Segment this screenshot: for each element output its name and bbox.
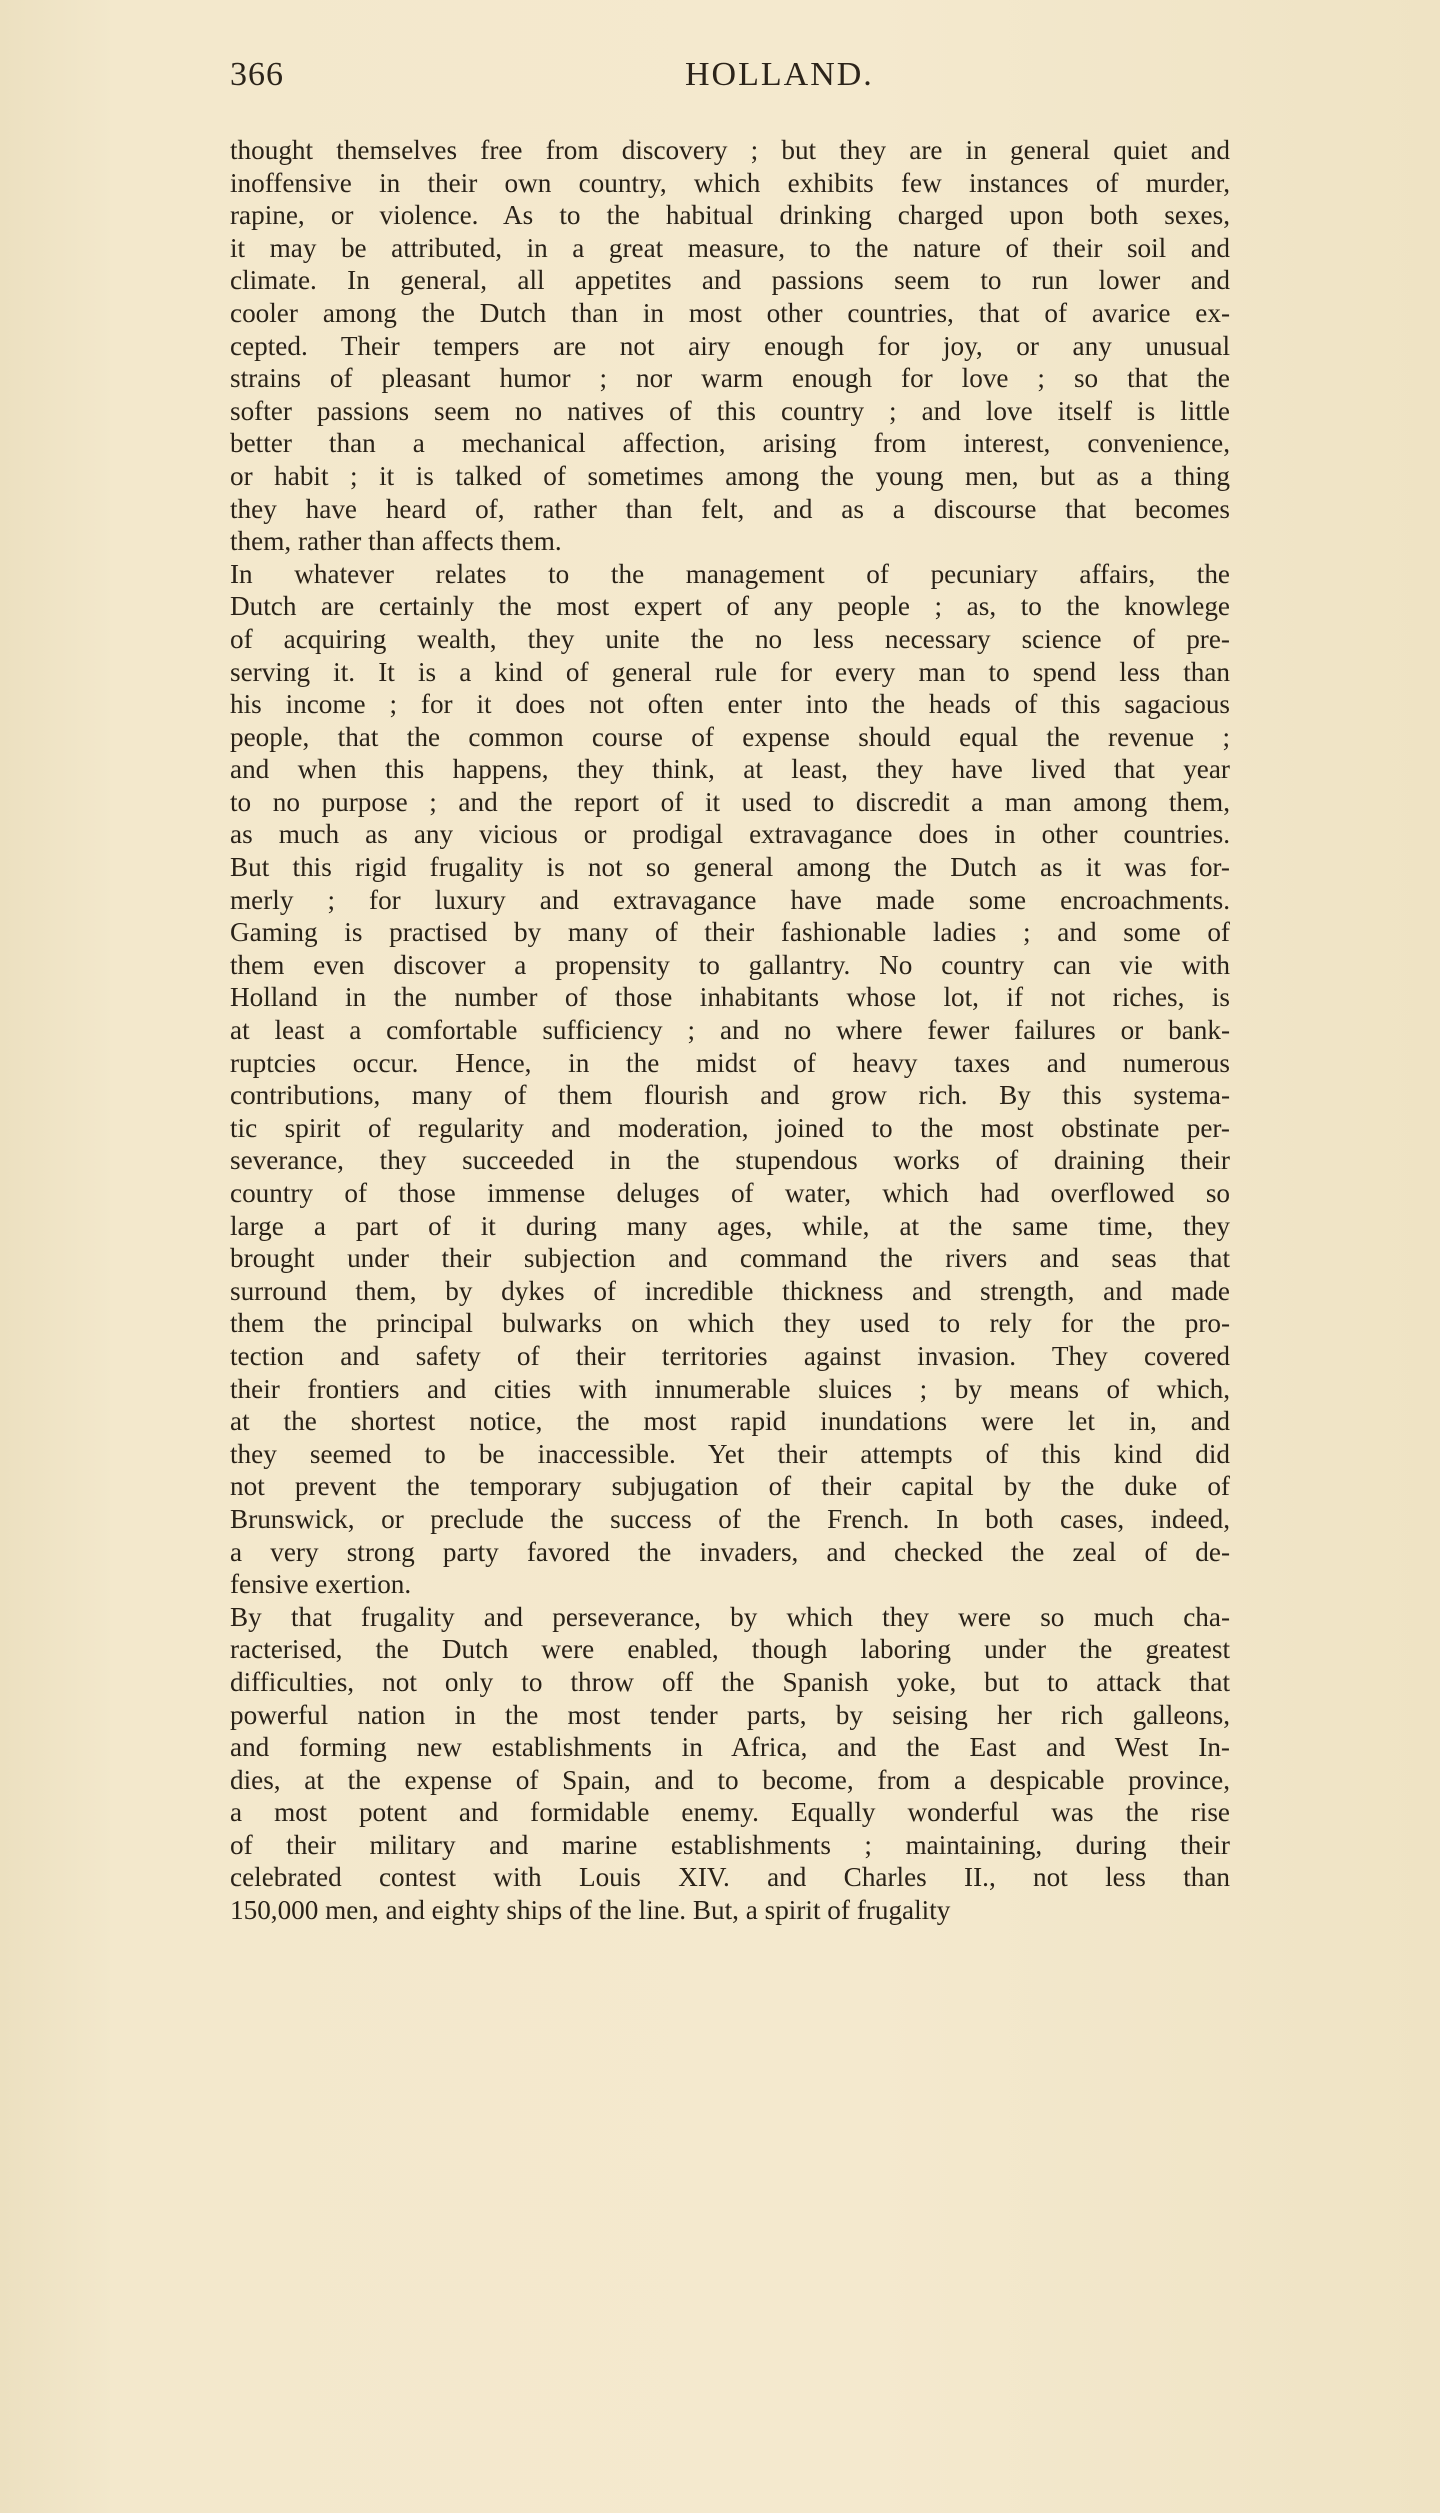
text-line: inoffensive in their own country, which exhibits few instances of murder, [230, 167, 1230, 198]
text-line: severance, they succeeded in the stupendous works of draining their [230, 1145, 1230, 1176]
text-line: serving it. It is a kind of general rule for every man to spend less than [230, 656, 1230, 687]
text-line: Gaming is practised by many of their fashionable ladies ; and some of [230, 917, 1230, 948]
text-line: tic spirit of regularity and moderation, joined to the most obstinate per- [230, 1112, 1230, 1143]
text-line: not prevent the temporary subjugation of their capital by the duke of [230, 1471, 1230, 1502]
text-line: Brunswick, or preclude the success of the French. In both cases, indeed, [230, 1503, 1230, 1534]
text-line: By that frugality and perseverance, by which they were so much cha- [230, 1601, 1230, 1632]
text-line: their frontiers and cities with innumerable sluices ; by means of which, [230, 1373, 1230, 1404]
text-line: it may be attributed, in a great measure, to the nature of their soil and [230, 232, 1230, 263]
text-line: powerful nation in the most tender parts, by seising her rich galleons, [230, 1699, 1230, 1730]
text-line: them, rather than affects them. [230, 526, 562, 557]
text-line: his income ; for it does not often enter into the heads of this sagacious [230, 689, 1230, 720]
page-number: 366 [230, 56, 284, 93]
text-line: fensive exertion. [230, 1569, 412, 1600]
text-line: 150,000 men, and eighty ships of the line. But, a spirit of frugality [230, 1895, 951, 1926]
text-line: or habit ; it is talked of sometimes among the young men, but as a thing [230, 460, 1230, 491]
text-line: they have heard of, rather than felt, and as a discourse that becomes [230, 493, 1230, 524]
running-head [230, 52, 1230, 112]
text-line: a very strong party favored the invaders, and checked the zeal of de- [230, 1536, 1230, 1567]
text-line: they seemed to be inaccessible. Yet their attempts of this kind did [230, 1438, 1230, 1469]
text-line: and when this happens, they think, at least, they have lived that year [230, 754, 1230, 785]
text-line: of their military and marine establishments ; maintaining, during their [230, 1829, 1230, 1860]
running-title: HOLLAND. [685, 56, 874, 93]
text-line: at least a comfortable sufficiency ; and no where fewer failures or bank- [230, 1015, 1230, 1046]
text-line: racterised, the Dutch were enabled, though laboring under the greatest [230, 1634, 1230, 1665]
paragraph-1 [230, 134, 1240, 558]
text-line: difficulties, not only to throw off the Spanish yoke, but to attack that [230, 1666, 1230, 1697]
text-line: and forming new establishments in Africa, and the East and West In- [230, 1732, 1230, 1763]
text-line: But this rigid frugality is not so general among the Dutch as it was for- [230, 852, 1230, 883]
text-line: surround them, by dykes of incredible thickness and strength, and made [230, 1275, 1230, 1306]
text-line: celebrated contest with Louis XIV. and Charles II., not less than [230, 1862, 1230, 1893]
text-line: rapine, or violence. As to the habitual drinking charged upon both sexes, [230, 200, 1230, 231]
text-line: cooler among the Dutch than in most other countries, that of avarice ex- [230, 297, 1230, 328]
text-line: climate. In general, all appetites and passions seem to run lower and [230, 265, 1230, 296]
text-line: In whatever relates to the management of pecuniary affairs, the [230, 558, 1230, 589]
book-page [230, 52, 1240, 2452]
text-line: better than a mechanical affection, arising from interest, convenience, [230, 428, 1230, 459]
text-line: softer passions seem no natives of this country ; and love itself is little [230, 395, 1230, 426]
text-line: ruptcies occur. Hence, in the midst of heavy taxes and numerous [230, 1047, 1230, 1078]
text-line: people, that the common course of expense should equal the revenue ; [230, 721, 1230, 752]
paragraph-2 [230, 558, 1240, 1601]
text-line: of acquiring wealth, they unite the no less necessary science of pre- [230, 623, 1230, 654]
text-line: merly ; for luxury and extravagance have made some encroachments. [230, 884, 1230, 915]
text-line: a most potent and formidable enemy. Equally wonderful was the rise [230, 1797, 1230, 1828]
text-line: as much as any vicious or prodigal extravagance does in other countries. [230, 819, 1230, 850]
text-line: Holland in the number of those inhabitants whose lot, if not riches, is [230, 982, 1230, 1013]
text-line: thought themselves free from discovery ; but they are in general quiet and [230, 135, 1230, 165]
text-line: at the shortest notice, the most rapid inundations were let in, and [230, 1406, 1230, 1437]
body-text [230, 134, 1240, 1927]
text-line: country of those immense deluges of water, which had overflowed so [230, 1178, 1230, 1208]
text-line: Dutch are certainly the most expert of any people ; as, to the knowlege [230, 591, 1230, 622]
text-line: to no purpose ; and the report of it used to discredit a man among them, [230, 786, 1230, 817]
text-line: contributions, many of them flourish and grow rich. By this systema- [230, 1080, 1230, 1111]
text-line: them even discover a propensity to gallantry. No country can vie with [230, 949, 1230, 980]
text-line: brought under their subjection and command the rivers and seas that [230, 1243, 1230, 1274]
text-line: large a part of it during many ages, while, at the same time, they [230, 1210, 1230, 1241]
text-line: dies, at the expense of Spain, and to become, from a despicable province, [230, 1764, 1230, 1795]
text-line: cepted. Their tempers are not airy enough for joy, or any unusual [230, 330, 1230, 361]
text-line: them the principal bulwarks on which they used to rely for the pro- [230, 1308, 1230, 1339]
text-line: strains of pleasant humor ; nor warm enough for love ; so that the [230, 363, 1230, 394]
text-line: tection and safety of their territories against invasion. They covered [230, 1340, 1230, 1371]
paragraph-3 [230, 1601, 1240, 1927]
